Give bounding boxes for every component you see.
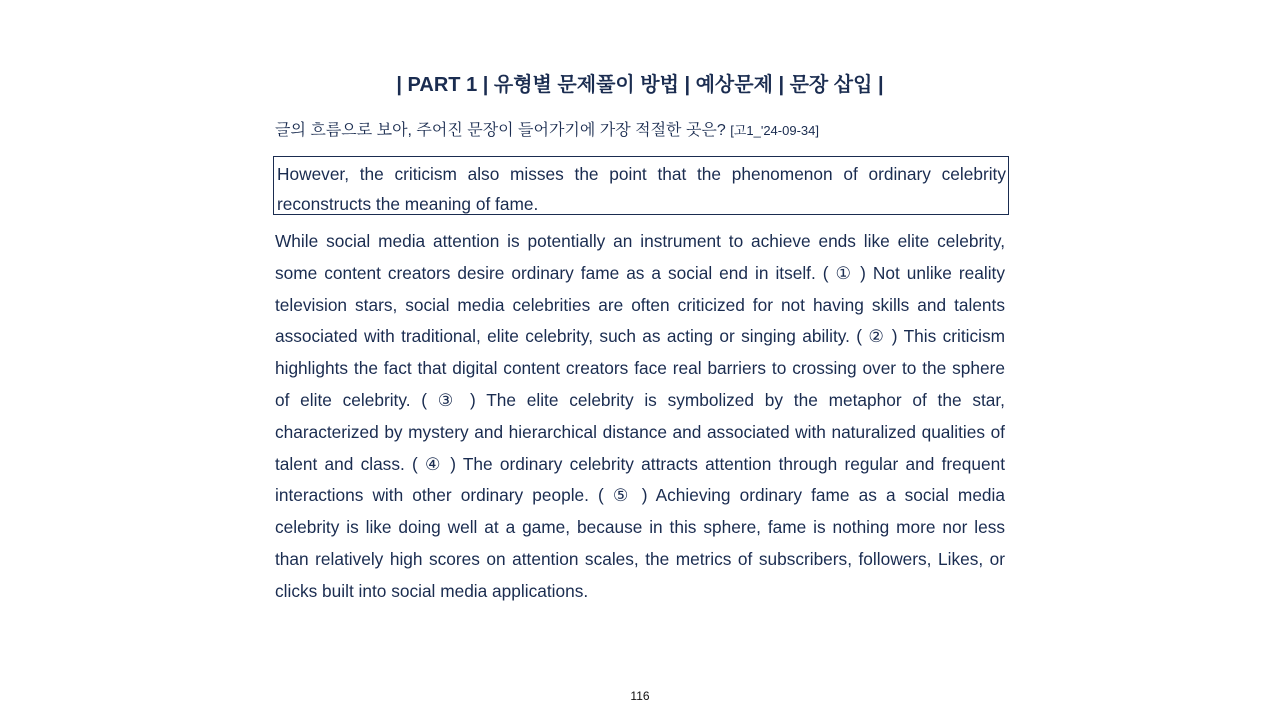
question-source: [고1_'24-09-34] [730,123,819,138]
question-prompt [275,117,1015,140]
given-sentence-box: However, the criticism also misses the point that the phenomenon of ordinary celebrity reconstructs the meaning of fame. [273,156,1009,215]
passage-text: While social media attention is potentially an instrument to achieve ends like elite celebrity, some content creators desire ordinary fame as a social end in itself. ( ① ) Not unlike reality television stars, social media celebrities are often criticized for not having skills and talents associated with traditional, elite celebrity, such as acting or singing ability. ( ② ) This criticism highlights the fact that digital content creators face real barriers to crossing over to the sphere of elite celebrity. ( ③ ) The elite celebrity is symbolized by the metaphor of the star, characterized by mystery and hierarchical distance and associated with naturalized qualities of talent and class. ( ④ ) The ordinary celebrity attracts attention through regular and frequent interactions with other ordinary people. ( ⑤ ) Achieving ordinary fame as a social media celebrity is like doing well at a game, because in this sphere, fame is nothing more nor less than relatively high scores on attention scales, the metrics of subscribers, followers, Likes, or clicks built into social media applications. [275,231,1005,601]
page-number: 116 [630,689,650,703]
question-text: 글의 흐름으로 보아, 주어진 문장이 들어가기에 가장 적절한 곳은? [275,122,726,139]
page-title: | PART 1 | 유형별 문제풀이 방법 | 예상문제 | 문장 삽입 | [396,74,884,96]
